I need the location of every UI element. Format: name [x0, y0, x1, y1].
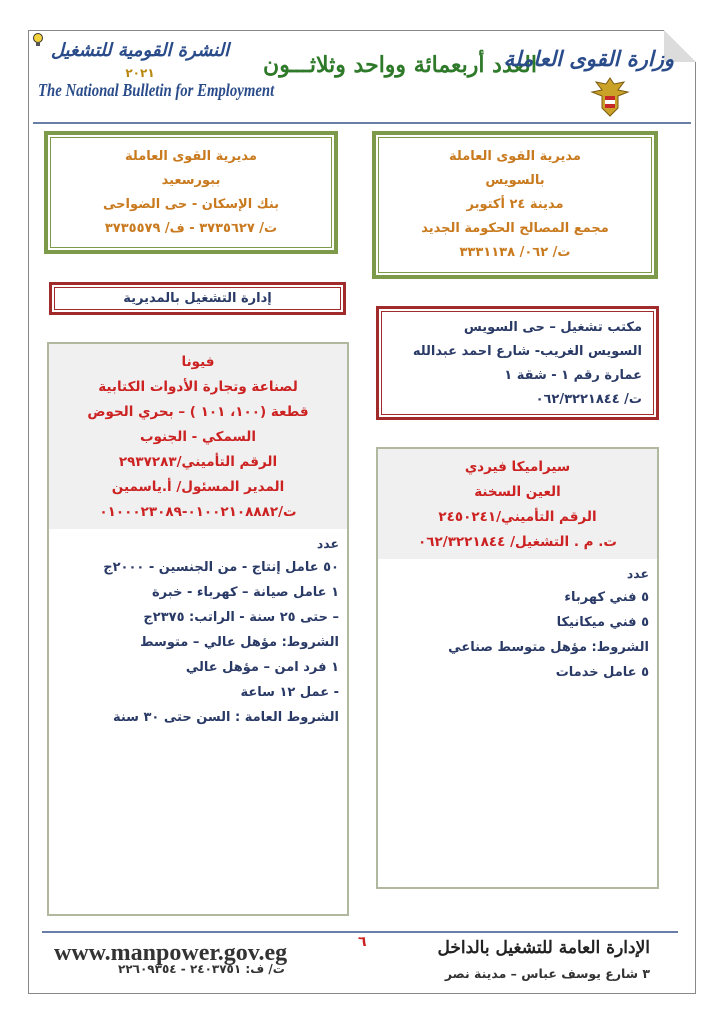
job-listing-ceramica-verdi: [376, 447, 659, 889]
directorate-line: مديرية القوى العاملة: [125, 149, 257, 164]
footer-department: الإدارة العامة للتشغيل بالداخل: [437, 938, 650, 958]
list-item: ٥ فني ميكانيكا: [556, 615, 649, 630]
list-item: الشروط العامة : السن حتى ٣٠ سنة: [112, 710, 339, 725]
list-item: ٥ فني كهرباء: [564, 590, 649, 605]
issue-number: العدد أربعمائة وواحد وثلاثـــون: [263, 52, 537, 78]
directorate-line: ببورسعيد: [161, 173, 221, 188]
list-item: ١ عامل صيانة – كهرباء - خبرة: [152, 585, 339, 600]
list-item: ٥٠ عامل إنتاج - من الجنسين - ٢٠٠٠ج: [103, 560, 339, 575]
company-line: المدير المسئول/ أ.ياسمين: [111, 479, 285, 495]
company-line: لصناعة وتجارة الأدوات الكتابية: [98, 379, 298, 395]
footer-phone: ت/ ف: ٢٤٠٣٧٥١ - ٢٢٦٠٩٣٥٤: [118, 962, 285, 976]
office-line: ت/ ٠٦٢/٣٢٢١٨٤٤: [535, 392, 642, 407]
company-line: الرقم التأميني/٢٤٥٠٢٤١: [438, 509, 597, 525]
office-line: عمارة رقم ١ - شقة ١: [504, 368, 642, 383]
directorate-line: ت/ ٣٧٣٥٦٢٧ - ف/ ٣٧٣٥٥٧٩: [104, 221, 278, 236]
company-line: الرقم التأميني/٢٩٣٧٢٨٣: [118, 454, 278, 470]
directorate-line: مجمع المصالح الحكومة الجديد: [421, 221, 609, 236]
footer-website-link[interactable]: www.manpower.gov.eg: [54, 940, 288, 966]
directorate-portsaid-box: [44, 131, 338, 254]
job-list: [49, 529, 347, 730]
directorate-line: مديرية القوى العاملة: [449, 149, 581, 164]
page-number: ٦: [358, 934, 367, 950]
directorate-line: مدينة ٢٤ أكتوبر: [466, 197, 564, 212]
footer-divider: [42, 931, 678, 933]
footer-address: ٣ شارع يوسف عباس – مدينة نصر: [444, 966, 650, 981]
bulletin-year: ٢٠٢١: [125, 66, 155, 80]
job-list: [378, 559, 657, 685]
office-portsaid-label: إدارة التشغيل بالمديرية: [123, 291, 272, 306]
list-item: الشروط: مؤهل عالي – متوسط: [140, 635, 339, 650]
job-listing-fiona: [47, 342, 349, 916]
eagle-emblem-icon: [588, 74, 632, 120]
directorate-line: بنك الإسكان - حى الضواحى: [102, 197, 280, 212]
directorate-line: ت/ ٠٦٢/ ٣٣٣١١٣٨: [459, 245, 571, 260]
office-line: السويس الغريب- شارع احمد عبدالله: [412, 344, 642, 359]
count-header: عدد: [626, 566, 649, 581]
company-phone: ت/٠١٠٠٢١٠٨٨٨٢-٠١٠٠٠٢٣٠٨٩: [99, 504, 297, 520]
office-line: مكتب تشغيل – حى السويس: [463, 320, 642, 335]
company-phone: ت. م . التشغيل/ ٠٦٢/٣٢٢١٨٤٤: [418, 534, 617, 550]
list-item: - عمل ١٢ ساعة: [240, 685, 339, 700]
office-portsaid-box: [49, 282, 346, 315]
company-line: العين السخنة: [474, 484, 561, 500]
list-item: الشروط: مؤهل متوسط صناعي: [448, 640, 649, 655]
company-name: سيراميكا فيردي: [464, 459, 571, 475]
company-line: السمكي - الجنوب: [140, 429, 256, 445]
company-header: [378, 449, 657, 559]
header-divider: [33, 122, 691, 124]
count-header: عدد: [316, 536, 339, 551]
list-item: – حتى ٢٥ سنة - الراتب: ٢٣٧٥ج: [143, 610, 339, 625]
list-item: ١ فرد امن – مؤهل عالي: [185, 660, 339, 675]
company-name: فيونا: [181, 354, 215, 370]
office-suez-box: [376, 306, 659, 420]
directorate-line: بالسويس: [485, 173, 545, 188]
company-line: قطعة (١٠٠، ١٠١ ) – بحري الحوض: [87, 404, 309, 420]
list-item: ٥ عامل خدمات: [555, 665, 649, 680]
directorate-suez-box: [372, 131, 658, 279]
bulletin-title-arabic: النشرة القومية للتشغيل: [50, 40, 230, 61]
ministry-title: وزارة القوى العاملة: [503, 46, 674, 71]
bulletin-title-english: The National Bulletin for Employment: [38, 80, 275, 100]
company-header: [49, 344, 347, 529]
